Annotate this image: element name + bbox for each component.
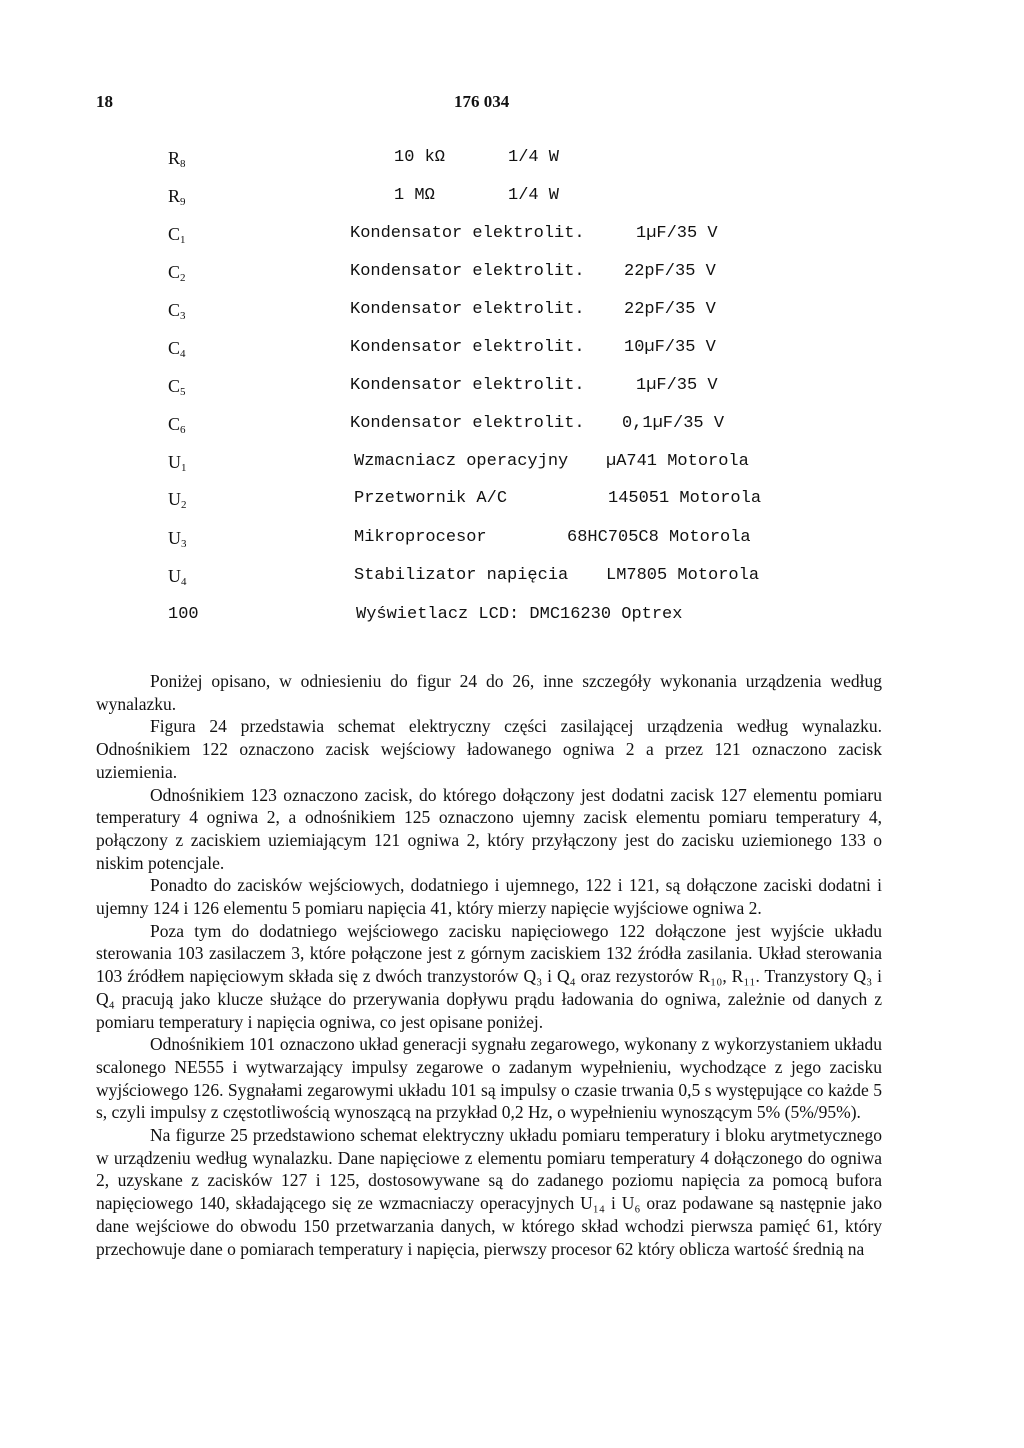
paragraph: Odnośnikiem 101 oznaczono układ generacji sygnału zegarowego, wykonany z wykorzystaniem układu scalonego NE555 i wytwarzający impulsy zegarowe o zadanym wypełnieniu, wychodzące z jego zacisku wyjściowego 126. Sygnałami zegarowymi układu 101 są impulsy o czasie trwania 0,5 s występujące co każde 5 s, czyli impulsy z częstotliwością wynoszącą na przykład 0,2 Hz, o wypełnieniu wynoszącym 5% (5%/95%).: [96, 1034, 882, 1123]
component-desc: Mikroprocesor: [354, 528, 487, 547]
component-ref: $C_3$: [168, 300, 186, 322]
paragraph: Ponadto do zacisków wejściowych, dodatniego i ujemnego, 122 i 121, są dołączone zaciski dodatni i ujemny 124 i 126 elementu 5 pomiaru napięcia 41, który mierzy napięcie wyjściowe ogniwa 2.: [96, 875, 882, 919]
component-value: µA741 Motorola: [606, 452, 749, 471]
component-row: [0, 300, 1024, 324]
component-desc: 1 MΩ: [394, 186, 435, 205]
paragraph: Poza tym do dodatniego wejściowego zacisku napięciowego 122 dołączone jest wyjście układu sterowania 103 zasilaczem 3, które połączone jest z górnym zaciskiem 132 źródła zasilania. Układ sterowania 103 źródłem napięciowym składa się z dwóch tranzystorów Q₃ i Q₄ oraz rezystorów R₁₀, R₁₁. Tranzystory Q₃ i Q₄ pracują jako klucze służące do przerywania dopływu prądu ładowania do ogniwa, zależnie od danych z pomiaru temperatury i napięcia ogniwa, co jest opisane poniżej.: [96, 920, 882, 1032]
component-desc: 10 kΩ: [394, 148, 446, 167]
component-desc: Stabilizator napięcia: [354, 566, 569, 585]
component-row: [0, 262, 1024, 286]
component-ref: $U_4$: [168, 566, 187, 588]
component-ref: $R_8$: [168, 148, 186, 170]
component-row: [0, 489, 1024, 513]
component-ref: $U_1$: [168, 452, 187, 474]
description-text: [96, 670, 882, 1260]
component-ref: $U_2$: [168, 489, 187, 511]
component-desc: Kondensator elektrolit.: [350, 262, 585, 281]
component-row: [0, 605, 1024, 629]
component-value: 22pF/35 V: [624, 300, 716, 319]
component-ref: $U_3$: [168, 528, 187, 550]
component-desc: Kondensator elektrolit.: [350, 338, 585, 357]
paragraph: Na figurze 25 przedstawiono schemat elektryczny układu pomiaru temperatury i bloku arytmetycznego w urządzeniu według wynalazku. Dane napięciowe z elementu pomiaru temperatury 4 dołączonego do ogniwa 2, uzyskane z zacisków 127 i 125, dostosowywane są do zadanego poziomu napięcia za pomocą bufora napięciowego 140, składającego się ze wzmacniaczy operacyjnych U₁₄ i U₆ oraz podawane są następnie jako dane wejściowe do obwodu 150 przetwarzania danych, w którego skład wchodzi pierwsza pamięć 61, który przechowuje dane o pomiarach temperatury i napięcia, pierwszy procesor 62 który oblicza wartość średnią na: [96, 1125, 882, 1259]
component-desc: Kondensator elektrolit.: [350, 300, 585, 319]
component-ref: $C_1$: [168, 224, 186, 246]
page-number: 18: [96, 92, 113, 111]
component-ref: 100: [168, 605, 199, 624]
component-value: 68HC705C8 Motorola: [567, 528, 751, 547]
component-desc: Przetwornik A/C: [354, 489, 508, 508]
component-value: 1/4 W: [508, 148, 560, 167]
component-ref: $R_9$: [168, 186, 186, 208]
component-row: [0, 224, 1024, 248]
component-row: [0, 376, 1024, 400]
component-row: [0, 528, 1024, 552]
component-ref: $C_5$: [168, 376, 186, 398]
component-value: 0,1µF/35 V: [622, 414, 725, 433]
component-value: 1µF/35 V: [636, 224, 718, 243]
component-row: [0, 566, 1024, 590]
component-row: [0, 452, 1024, 476]
component-value: 10µF/35 V: [624, 338, 716, 357]
paragraph: Poniżej opisano, w odniesieniu do figur 24 do 26, inne szczegóły wykonania urządzenia według wynalazku.: [96, 671, 882, 714]
component-desc: Wzmacniacz operacyjny: [354, 452, 569, 471]
component-value: LM7805 Motorola: [606, 566, 760, 585]
component-row: [0, 148, 1024, 172]
component-row: [0, 186, 1024, 210]
component-row: [0, 338, 1024, 362]
component-row: [0, 414, 1024, 438]
component-ref: $C_4$: [168, 338, 186, 360]
component-ref: $C_6$: [168, 414, 186, 436]
component-value: 22pF/35 V: [624, 262, 716, 281]
component-desc: Kondensator elektrolit.: [350, 414, 585, 433]
paragraph: Figura 24 przedstawia schemat elektryczny części zasilającej urządzenia według wynalazku. Odnośnikiem 122 oznaczono zacisk wejściowy ładowanego ogniwa 2 a przez 121 oznaczono zacisk uziemienia.: [96, 716, 882, 782]
paragraph: Odnośnikiem 123 oznaczono zacisk, do którego dołączony jest dodatni zacisk 127 elementu pomiaru temperatury 4 ogniwa 2, a odnośnikiem 125 oznaczono ujemny zacisk elementu pomiaru temperatury 4, połączony z zaciskiem uziemiającym 121 ogniwa 2, który przyłączony jest do zacisku uziemionego 133 o niskim potencjale.: [96, 784, 882, 873]
component-value: 145051 Motorola: [608, 489, 762, 508]
document-number: 176 034: [454, 92, 510, 111]
component-desc: Kondensator elektrolit.: [350, 224, 585, 243]
component-desc: Kondensator elektrolit.: [350, 376, 585, 395]
component-value: 1µF/35 V: [636, 376, 718, 395]
component-desc: Wyświetlacz LCD: DMC16230 Optrex: [356, 605, 683, 624]
component-value: 1/4 W: [508, 186, 560, 205]
component-ref: $C_2$: [168, 262, 186, 284]
